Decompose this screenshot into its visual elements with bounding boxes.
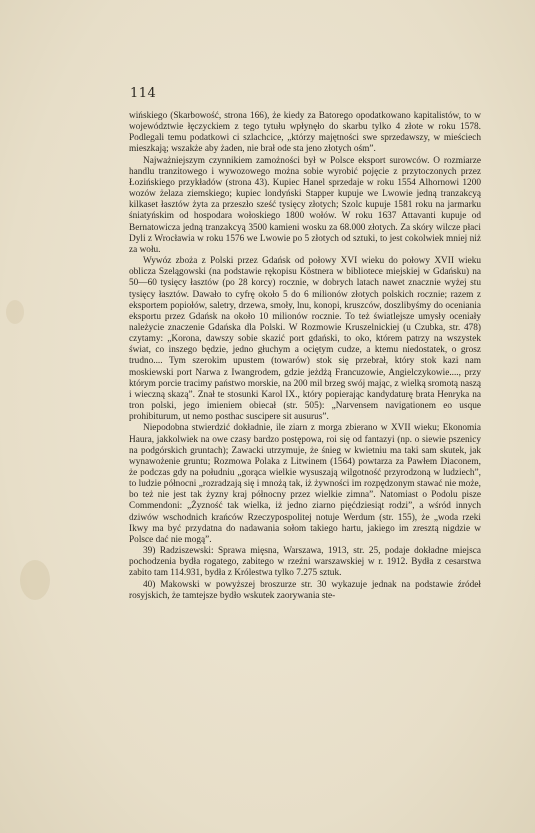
paragraph-grain-export-gdansk: Wywóz zboża z Polski przez Gdańsk od połowy XVI wieku do połowy XVII wieku oblicza Szelągowski (na podstawie rękopisu Köstnera w bibliotece miejskiej w Gdańsku) na 50—60 tysięcy łasztów (po 28 korcy) rocznie, w dobrych latach nawet znacznie wyżej stu tysięcy łasztów. Dawało to cyfrę około 5 do 6 milionów złotych polskich rocznie; razem z eksportem popiołów, saletry, drzewa, smoły, lnu, konopi, kruszców, doszlibyśmy do oceniania eksportu przez Gdańsk na około 10 milionów rocznie. To też światlejsze umysły oceniały należycie znaczenie Gdańska dla Polski. W Rozmowie Kruszelnickiej (u Czubka, str. 478) czytamy: „Korona, dawszy sobie skazić port gdański, to oko, którem patrzy na wszystek świat, co inszego będzie, jedno głuchym a ociętym cudze, a ktemu niedostatek, o grosz trudno.... Tym szerokim upustem (towarów) stok się przebrał, który stok kazi nam moskiewski port Narwa z Iwangrodem, gdzie jeżdżą Francuzowie, Angielczykowie...., przy którym porcie tracimy państwo morskie, na 200 mil brzeg swój mając, z wielką sromotą naszą i wieczną skazą”. Znał te stosunki Karol IX., który popierając kandydaturę brata Henryka na tron polski, jego imieniem obiecał (str. 505): „Narvensem navigationem eo usque prohibiturum, ut nemo posthac suscipere sit ausurus”. xyxy=(129,256,481,423)
paragraph-raw-materials-export: Najważniejszym czynnikiem zamożności był w Polsce eksport surowców. O rozmiarze handlu tranzitowego i wywozowego można sobie wyrobić pojęcie z przytoczonych przez Łozińskiego przykładów (strona 43). Kupiec Hanel sprzedaje w roku 1554 Alhornowi 1200 wozów żelaza ziemskiego; kupiec londyński Stapper kupuje we Lwowie jedną tranzakcyą kilkaset łasztów żyta za przeszło sześć tysięcy złotych; Szolc kupuje 1581 roku na jarmarku śniatyńskim od hospodara wołoskiego 1800 wołów. W roku 1637 Attavanti kupuje od Bernatowicza jedną tranzakcyą 3500 kamieni wosku za 68.000 złotych. Za skóry wilcze płaci Dyli z Wrocławia w roku 1576 we Lwowie po 5 złotych od sztuki, to jest cokolwiek mniej niż za wołu. xyxy=(129,155,481,255)
page-number: 114 xyxy=(130,86,157,101)
paragraph-continuation: wińskiego (Skarbowość, strona 166), że kiedy za Batorego opodatkowano kapitalistów, to w województwie łęczyckiem z tego tytułu wpłynęło do skarbu tylko 4 złote w roku 1578. Podlegali temu podatkowi ci szlachcice, „którzy majętności swe sprzedawszy, w mieściech mieszkają; wszakże aby żaden, nie brał ode sta jeno złotych ośm”. xyxy=(129,111,481,155)
paper-stain xyxy=(6,300,24,324)
paragraph-grain-yield: Niepodobna stwierdzić dokładnie, ile ziarn z morga zbierano w XVII wieku; Ekonomia Haura, jakkolwiek na owe czasy bardzo postępowa, roi się od fantazyi (np. o siewie pszenicy na podgórskich gruntach); Zawacki utrzymuje, że śnieg w kwietniu ma taki sam skutek, jak wynawożenie gruntu; Rozmowa Polaka z Litwinem (1564) powtarza za Pawłem Diaconem, że podczas gdy na południu „gorąca wielkie wysuszają wilgotność przyrodzoną w ludziech”, to ludzie północni „rozradzają się i mnożą tak, iż żywności im rozpędzonym stawać nie może, bo też nie jest tak żyzny kraj północny przez wielkie zimna”. Natomiast o Podolu pisze Commendoni: „Żyzność tak wielka, iż jedno ziarno pięćdziesiąt rodzi”, a wśród innych dziwów wschodnich krańców Rzeczypospolitej notuje Werdum (str. 155), że „woda rzeki Ikwy ma być przydatna do nadawania sołom takiego hartu, jakiego im zresztą nigdzie w Polsce dać nie mogą”. xyxy=(129,423,481,545)
footnote-39: 39) Radziszewski: Sprawa mięsna, Warszawa, 1913, str. 25, podaje dokładne miejsca pochodzenia bydła rogatego, zabitego w rzeźni warszawskiej w r. 1912. Bydła z cesarstwa zabito tam 114.931, bydła z Królestwa tylko 7.275 sztuk. xyxy=(129,546,481,579)
paper-stain xyxy=(20,560,50,600)
body-text xyxy=(129,111,481,602)
footnote-40: 40) Makowski w powyższej broszurze str. 30 wykazuje jednak na podstawie źródeł rosyjskich, że tamtejsze bydło wskutek zaorywania ste- xyxy=(129,579,481,601)
